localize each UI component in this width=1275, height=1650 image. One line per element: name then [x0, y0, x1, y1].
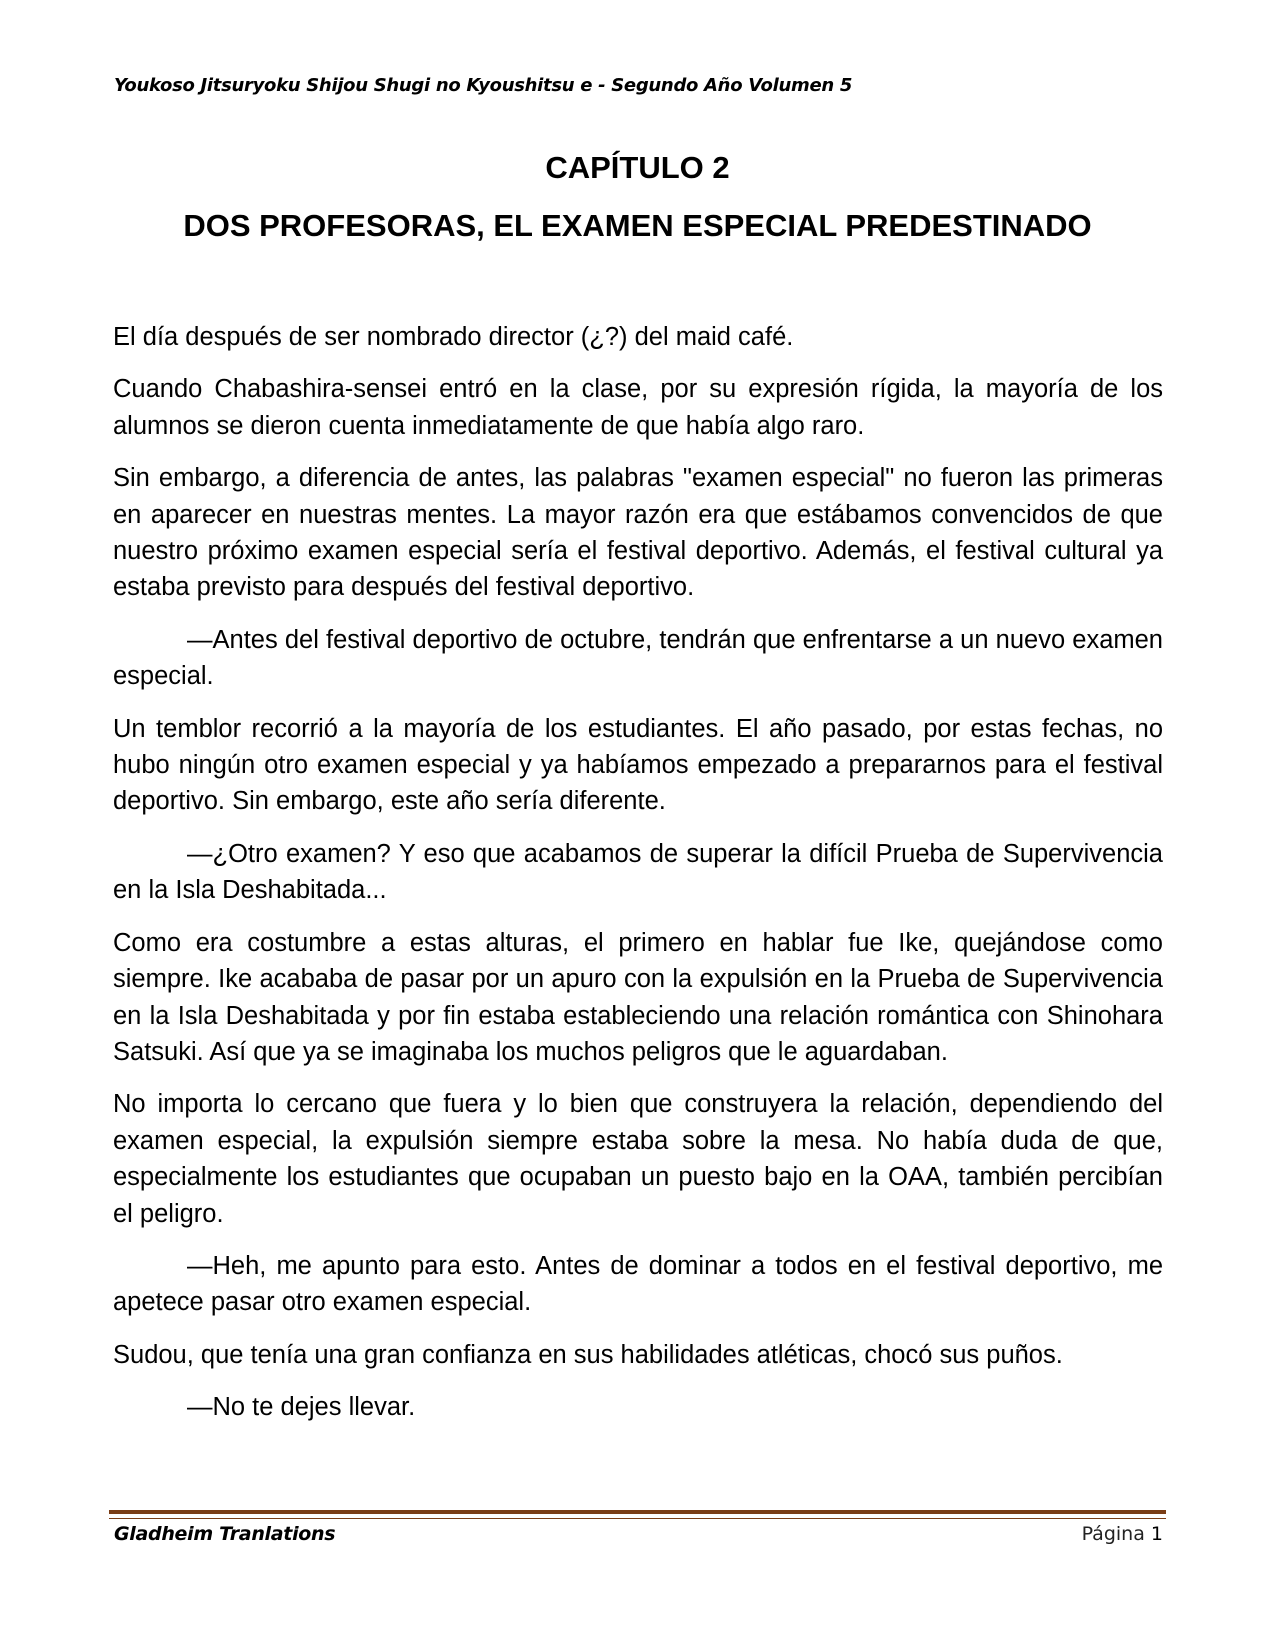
translator-credit: Gladheim Tranlations — [114, 1523, 336, 1545]
dialogue-paragraph: —¿Otro examen? Y eso que acabamos de superar la difícil Prueba de Supervivencia en la Isla Deshabitada... — [113, 839, 1163, 905]
dialogue-paragraph: —Antes del festival deportivo de octubre, tendrán que enfrentarse a un nuevo examen especial. — [113, 625, 1163, 691]
dialogue-paragraph: —Heh, me apunto para esto. Antes de dominar a todos en el festival deportivo, me apetece pasar otro examen especial. — [113, 1251, 1163, 1317]
paragraph: Sin embargo, a diferencia de antes, las palabras "examen especial" no fueron las primeras en aparecer en nuestras mentes. La mayor razón era que estábamos convencidos de que nuestro próximo examen especial sería el festival deportivo. Además, el festival cultural ya estaba previsto para después del festival deportivo. — [113, 464, 1163, 602]
paragraph: Como era costumbre a estas alturas, el primero en hablar fue Ike, quejándose como siempre. Ike acababa de pasar por un apuro con la expulsión en la Prueba de Supervivencia en la Isla Deshabitada y por fin estaba estableciendo una relación romántica con Shinohara Satsuki. Así que ya se imaginaba los muchos peligros que le aguardaban. — [113, 928, 1163, 1066]
paragraph: Un temblor recorrió a la mayoría de los estudiantes. El año pasado, por estas fechas, no hubo ningún otro examen especial y ya habíamos empezado a prepararnos para el festival deportivo. Sin embargo, este año sería diferente. — [113, 714, 1163, 816]
footer-divider — [109, 1510, 1166, 1519]
body-text — [113, 319, 1163, 1442]
paragraph: No importa lo cercano que fuera y lo bien que construyera la relación, dependiendo del examen especial, la expulsión siempre estaba sobre la mesa. No había duda de que, especialmente los estudiantes que ocupaban un puesto bajo en la OAA, también percibían el peligro. — [113, 1090, 1163, 1228]
page-indicator — [1082, 1523, 1163, 1545]
dialogue-paragraph: —No te dejes llevar. — [187, 1393, 416, 1422]
chapter-title: DOS PROFESORAS, EL EXAMEN ESPECIAL PREDESTINADO — [183, 208, 1092, 243]
chapter-number: CAPÍTULO 2 — [545, 150, 730, 185]
paragraph: Sudou, que tenía una gran confianza en sus habilidades atléticas, chocó sus puños. — [113, 1340, 1063, 1369]
page-number: 1 — [1150, 1523, 1163, 1545]
page-label: Página — [1081, 1523, 1145, 1545]
running-header: Youkoso Jitsuryoku Shijou Shugi no Kyoushitsu e - Segundo Año Volumen 5 — [114, 75, 853, 96]
paragraph: El día después de ser nombrado director (¿?) del maid café. — [113, 323, 794, 351]
paragraph: Cuando Chabashira-sensei entró en la clase, por su expresión rígida, la mayoría de los alumnos se dieron cuenta inmediatamente de que había algo raro. — [113, 375, 1163, 440]
